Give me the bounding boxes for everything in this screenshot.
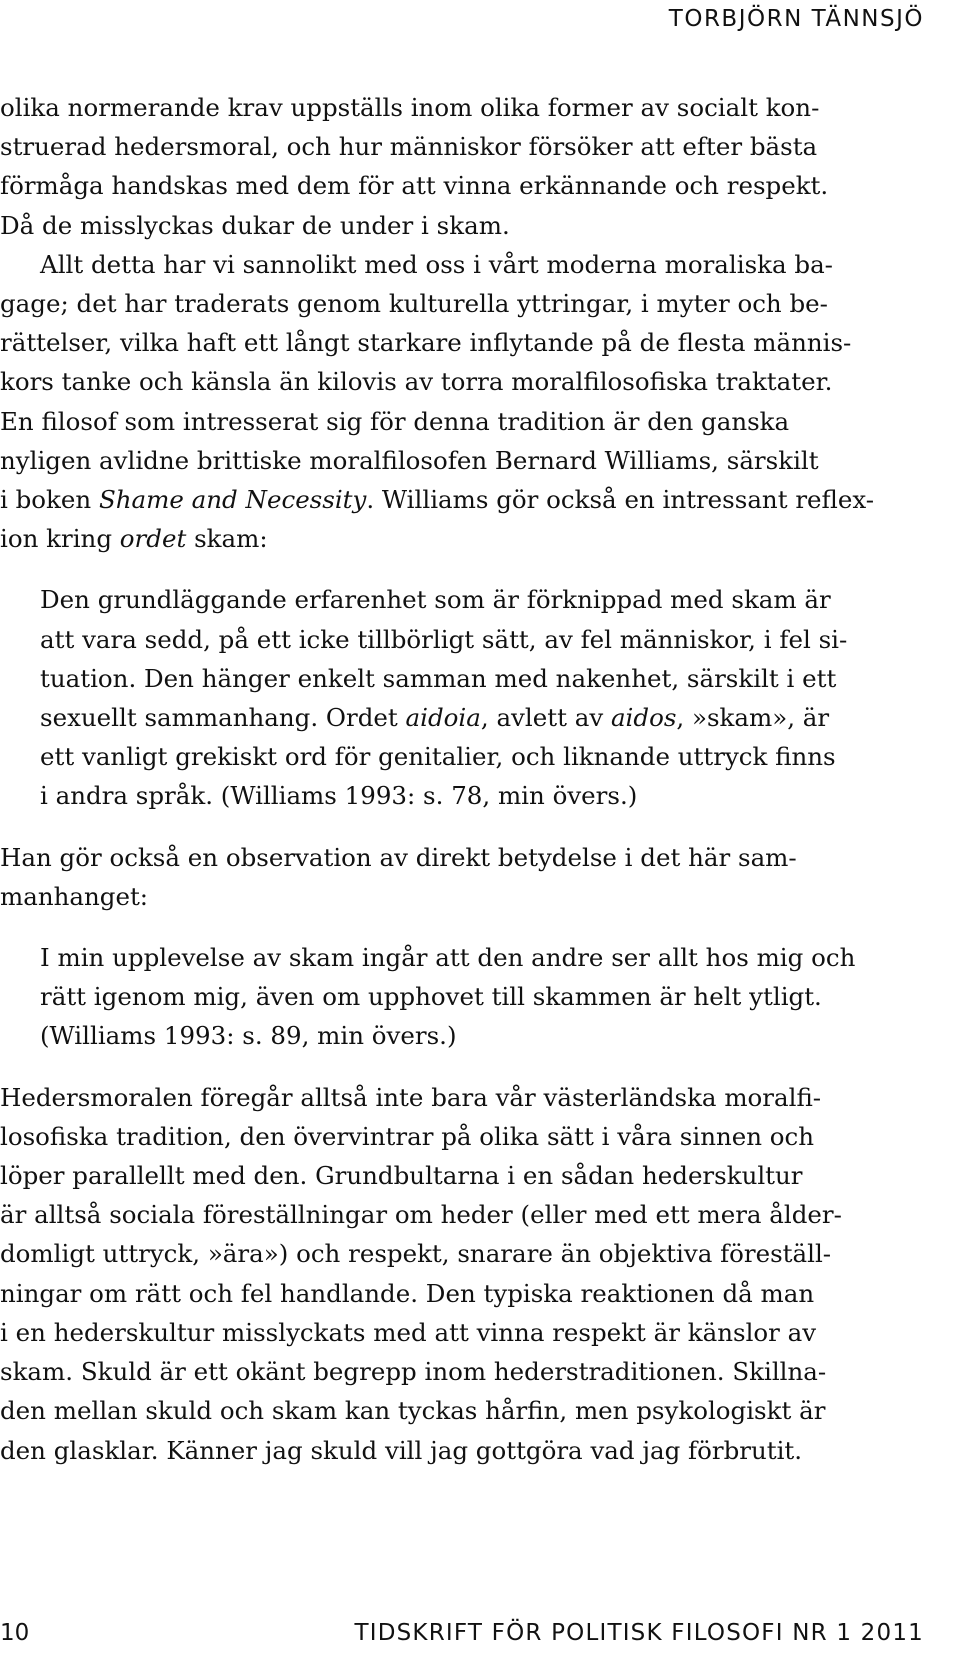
quote-line: Den grundläggande erfarenhet som är förknippad med skam är [40,585,831,615]
text-line: domligt uttryck, »ära») och respekt, snarare än objektiva föreställ- [0,1239,832,1269]
text-line: ningar om rätt och fel handlande. Den typiska reaktionen då man [0,1278,815,1308]
running-head-author: TORBJÖRN TÄNNSJÖ [668,6,924,32]
text-line: löper parallellt med den. Grundbultarna i en sådan hederskultur [0,1161,803,1191]
greek-term: aidoia [405,703,481,733]
text-line: rättelser, vilka haft ett långt starkare inflytande på de flesta männis- [0,328,852,358]
text-line: i en hederskultur misslyckats med att vinna respekt är känslor av [0,1317,817,1347]
text-line: losofiska tradition, den övervintrar på olika sätt i våra sinnen och [0,1121,815,1151]
text-line: förmåga handskas med dem för att vinna erkännande och respekt. [0,171,829,201]
text-line [0,519,952,558]
greek-term: aidos [610,703,677,733]
emphasis: ordet [119,524,187,554]
text-line: Hedersmoralen föregår alltså inte bara vår västerländska moralfi- [0,1082,822,1112]
text-run: . Williams gör också en intressant reflex- [366,485,875,515]
text-run: , avlett av [480,703,611,733]
text-run: sexuellt sammanhang. Ordet [40,703,406,733]
text-line: Allt detta har vi sannolikt med oss i vårt moderna moraliska ba- [40,249,833,279]
text-line: den glasklar. Känner jag skuld vill jag gottgöra vad jag förbrutit. [0,1435,803,1465]
quote-line: ett vanligt grekiskt ord för genitalier, och liknande uttryck finns [40,742,836,772]
text-line: struerad hedersmoral, och hur människor försöker att efter bästa [0,132,818,162]
text-run: , »skam», är [676,703,830,733]
body-text [0,88,952,1470]
text-run: i boken [0,485,99,515]
text-line [0,480,952,519]
spacer [0,916,952,938]
quote-line [0,698,952,737]
quote-line: (Williams 1993: s. 89, min övers.) [40,1021,457,1051]
spacer [0,816,952,838]
text-line: Då de misslyckas dukar de under i skam. [0,210,510,240]
text-line: Han gör också en observation av direkt betydelse i det här sam- [0,842,797,872]
text-run: skam: [186,524,268,554]
spacer [0,1056,952,1078]
text-line: kors tanke och känsla än kilovis av torra moralfilosofiska traktater. [0,367,833,397]
text-line: är alltså sociala föreställningar om heder (eller med ett mera ålder- [0,1200,842,1230]
text-run: ion kring [0,524,120,554]
spacer [0,558,952,580]
text-line: manhanget: [0,881,149,911]
quote-line: I min upplevelse av skam ingår att den andre ser allt hos mig och [40,943,856,973]
text-line: nyligen avlidne brittiske moralfilosofen Bernard Williams, särskilt [0,445,819,475]
quote-line: tuation. Den hänger enkelt samman med nakenhet, särskilt i ett [40,663,837,693]
text-line: En filosof som intresserat sig för denna tradition är den ganska [0,406,790,436]
page-number: 10 [0,1620,30,1646]
quote-line: att vara sedd, på ett icke tillbörligt sätt, av fel människor, i fel si- [40,624,848,654]
journal-footer: TIDSKRIFT FÖR POLITISK FILOSOFI NR 1 2011 [354,1620,924,1646]
text-line: den mellan skuld och skam kan tyckas hårfin, men psykologiskt är [0,1396,826,1426]
quote-line: rätt igenom mig, även om upphovet till skammen är helt ytligt. [40,982,822,1012]
quote-line: i andra språk. (Williams 1993: s. 78, min övers.) [40,781,638,811]
text-line: skam. Skuld är ett okänt begrepp inom hederstraditionen. Skillna- [0,1357,827,1387]
text-line: gage; det har traderats genom kulturella yttringar, i myter och be- [0,289,828,319]
book-title: Shame and Necessity [98,485,367,515]
text-line: olika normerande krav uppställs inom olika former av socialt kon- [0,93,820,122]
